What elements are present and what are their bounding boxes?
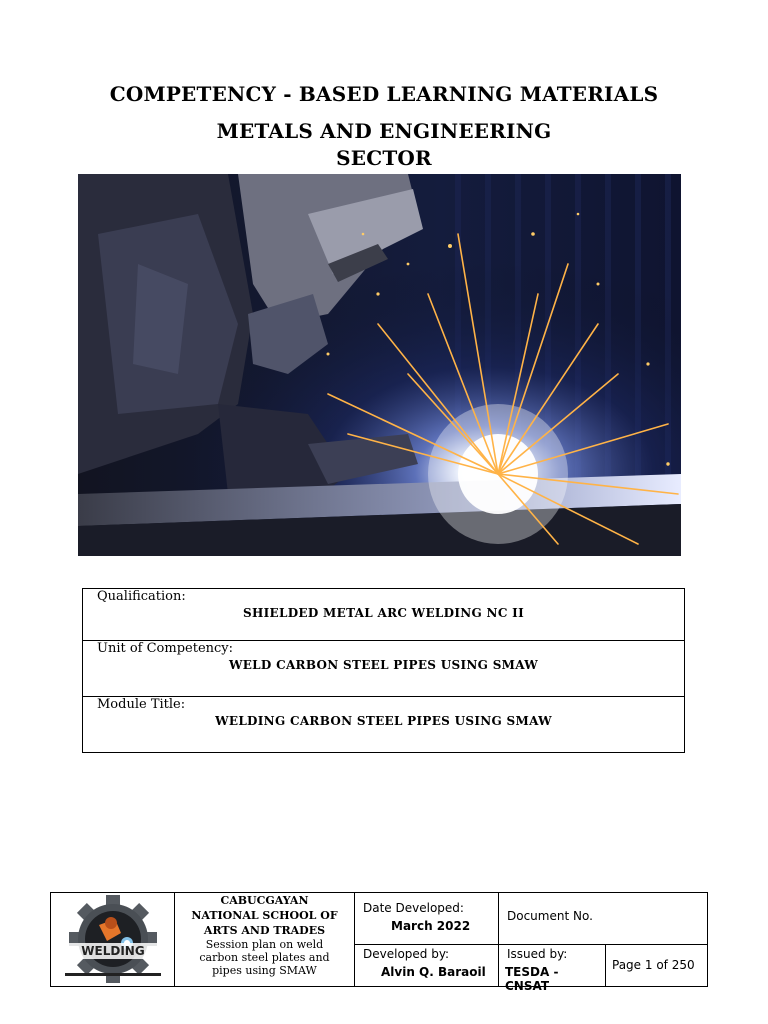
page-number: Page 1 of 250 (612, 958, 695, 972)
doc-title-line-3: SECTOR (336, 146, 432, 170)
qualification-value: SHIELDED METAL ARC WELDING NC II (243, 606, 524, 620)
school-name-line-1: CABUCGAYAN (220, 894, 309, 907)
date-developed-label: Date Developed: (363, 901, 464, 915)
developed-by-cell (355, 945, 499, 986)
logo-cell (51, 893, 175, 986)
school-name-line-3: ARTS AND TRADES (203, 924, 326, 937)
session-desc-line-3: pipes using SMAW (212, 964, 317, 977)
welding-gear-logo (51, 893, 175, 986)
issued-by-cell (499, 945, 606, 993)
module-title-row (83, 697, 684, 753)
doc-title-line-1: COMPETENCY - BASED LEARNING MATERIALS (109, 82, 659, 106)
school-cell (175, 893, 355, 986)
session-desc-line-2: carbon steel plates and (199, 951, 330, 964)
issued-by-value: TESDA - CNSAT (505, 965, 559, 993)
qualification-row (83, 589, 684, 641)
developed-by-label: Developed by: (363, 947, 450, 961)
qualification-label: Qualification: (97, 589, 186, 604)
school-name-line-2: NATIONAL SCHOOL OF (191, 909, 338, 922)
module-title-label: Module Title: (97, 697, 186, 712)
logo-text: WELDING (81, 944, 145, 958)
date-developed-value: March 2022 (391, 919, 471, 933)
date-developed-cell (355, 893, 499, 945)
page-number-cell (606, 945, 707, 986)
unit-of-competency-row (83, 641, 684, 697)
module-title-value: WELDING CARBON STEEL PIPES USING SMAW (215, 714, 552, 728)
document-number-cell (499, 893, 707, 945)
unit-of-competency-label: Unit of Competency: (97, 641, 234, 656)
welding-photo (78, 174, 681, 556)
developed-by-value: Alvin Q. Baraoil (381, 965, 486, 979)
unit-of-competency-value: WELD CARBON STEEL PIPES USING SMAW (228, 658, 539, 672)
document-number-label: Document No. (507, 909, 593, 923)
module-info-table (82, 588, 685, 753)
issued-by-label: Issued by: (507, 947, 568, 961)
doc-title-line-2: METALS AND ENGINEERING (216, 119, 552, 143)
document-footer-table (50, 892, 708, 993)
session-desc-line-1: Session plan on weld (205, 938, 324, 951)
